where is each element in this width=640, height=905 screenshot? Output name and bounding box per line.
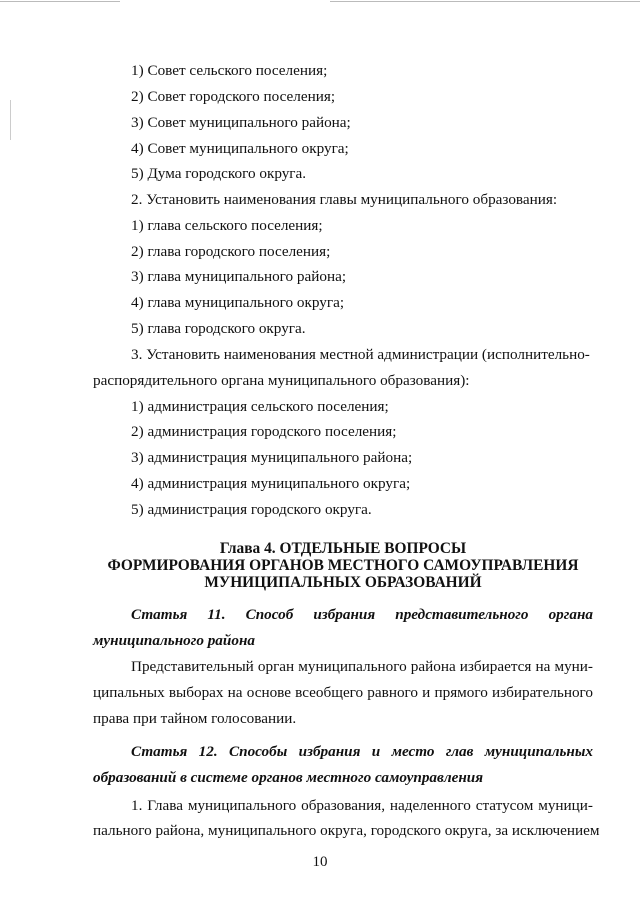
paragraph-item-2: 2. Установить наименования главы муниципального образования: — [131, 191, 558, 208]
article-12-text-line2: пального района, муниципального округа, городского округа, за исключением — [93, 822, 600, 839]
list-item: 2) глава городского поселения; — [131, 243, 331, 260]
page-number: 10 — [312, 854, 328, 870]
scan-edge-segment — [0, 1, 120, 2]
list-item: 5) Дума городского округа. — [131, 165, 307, 182]
list-item: 1) глава сельского поселения; — [131, 217, 323, 234]
list-item: 5) глава городского округа. — [131, 320, 306, 337]
list-item: 3) глава муниципального района; — [131, 268, 347, 285]
article-11-text-line3: права при тайном голосовании. — [93, 710, 297, 727]
article-11-text-line2: ципальных выборах на основе всеобщего равного и прямого избирательного — [93, 684, 593, 701]
list-item: 1) администрация сельского поселения; — [131, 398, 389, 415]
list-item: 2) Совет городского поселения; — [131, 88, 336, 105]
list-item: 5) администрация городского округа. — [131, 501, 372, 518]
list-item: 4) администрация муниципального округа; — [131, 475, 411, 492]
list-item: 4) глава муниципального округа; — [131, 294, 345, 311]
chapter-heading-line2: ФОРМИРОВАНИЯ ОРГАНОВ МЕСТНОГО САМОУПРАВЛЕНИЯ — [107, 557, 579, 574]
chapter-heading-line3: МУНИЦИПАЛЬНЫХ ОБРАЗОВАНИЙ — [204, 574, 482, 591]
article-11-title-line2: муниципального района — [93, 632, 255, 649]
article-11-title-line1: Статья 11. Способ избрания представительного органа — [131, 606, 593, 623]
chapter-heading-line1: Глава 4. ОТДЕЛЬНЫЕ ВОПРОСЫ — [219, 540, 467, 557]
list-item: 1) Совет сельского поселения; — [131, 62, 328, 79]
paragraph-item-3-line1: 3. Установить наименования местной администрации (исполнительно- — [131, 346, 590, 363]
article-12-text-line1: 1. Глава муниципального образования, наделенного статусом муници- — [131, 797, 593, 814]
scan-edge — [0, 0, 640, 3]
paragraph-item-3-line2: распорядительного органа муниципального образования): — [93, 372, 470, 389]
scan-margin-mark — [10, 100, 11, 140]
list-item: 2) администрация городского поселения; — [131, 423, 397, 440]
list-item: 3) администрация муниципального района; — [131, 449, 413, 466]
article-12-title-line2: образований в системе органов местного самоуправления — [93, 769, 484, 786]
article-12-title-line1: Статья 12. Способы избрания и место глав муниципальных — [131, 743, 593, 760]
list-item: 4) Совет муниципального округа; — [131, 140, 349, 157]
list-item: 3) Совет муниципального района; — [131, 114, 351, 131]
scan-edge-segment — [330, 1, 640, 2]
article-11-text-line1: Представительный орган муниципального района избирается на муни- — [131, 658, 593, 675]
